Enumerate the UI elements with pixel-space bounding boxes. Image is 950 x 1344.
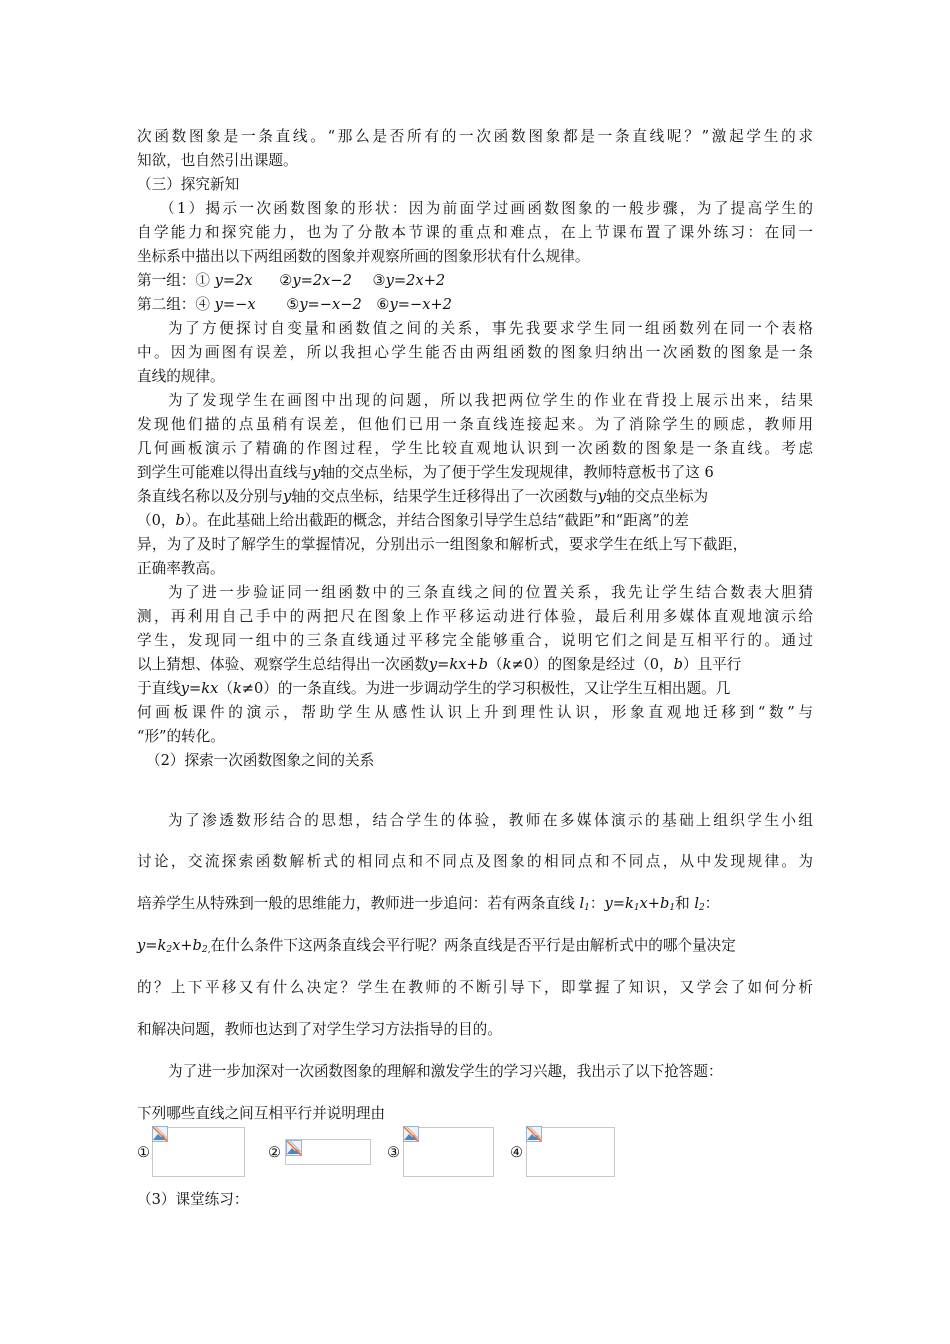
- eq-number: ①: [195, 272, 210, 289]
- text-line: 异，为了及时了解学生的掌握情况，分别出示一组图象和解析式，要求学生在纸上写下截距，: [137, 536, 748, 553]
- subsection-heading: （3）课堂练习：: [137, 1191, 249, 1208]
- group-2-line: [137, 295, 452, 315]
- text-line: 正确率教高。: [137, 560, 225, 577]
- text-line: 培养学生从特殊到一般的思维能力，教师进一步追问：若有两条直线 $l_1$：$y=k_1x+b_1$和 $l_2$：: [137, 895, 720, 913]
- text-line: 讨论，交流探索函数解析式的相同点和不同点及图象的相同点和不同点，从中发现规律。为: [137, 853, 813, 870]
- broken-image-icon: [403, 1126, 419, 1142]
- question-text: 下列哪些直线之间互相平行并说明理由: [137, 1105, 386, 1122]
- section-heading: （三）探究新知: [137, 176, 240, 193]
- choice-number: ③: [387, 1144, 401, 1161]
- text-line: 次函数图象是一条直线。“那么是否所有的一次函数图象都是一条直线呢？”激起学生的求: [137, 128, 813, 145]
- text-line: 学生，发现同一组中的三条直线通过平移完全能够重合，说明它们之间是互相平行的。通过: [137, 632, 813, 649]
- equation: y=2x−2: [292, 272, 352, 289]
- text-line: 以上猜想、体验、观察学生总结得出一次函数y=kx+b（k≠0）的图象是经过（0，b）且平行: [137, 656, 742, 673]
- text-line: 为了进一步验证同一组函数中的三条直线之间的位置关系，我先让学生结合数表大胆猜: [168, 584, 813, 601]
- eq-number: ④: [195, 296, 210, 313]
- text-line: 直线的规律。: [137, 368, 225, 385]
- text-line: 于直线y=kx（k≠0）的一条直线。为进一步调动学生的学习积极性，又让学生互相出题。几: [137, 680, 731, 697]
- eq-number: ⑤: [286, 296, 300, 313]
- choice-number: ②: [268, 1144, 282, 1161]
- text-line: 何画板课件的演示，帮助学生从感性认识上升到理性认识，形象直观地迁移到“数”与: [137, 704, 813, 721]
- choice-number: ①: [137, 1144, 151, 1161]
- text-line: $y=k_2x+b_{2,}$在什么条件下这两条直线会平行呢？两条直线是否平行是由解析式中的哪个量决定: [137, 937, 736, 955]
- text-line: （1）揭示一次函数图象的形状：因为前面学过画函数图象的一般步骤，为了提高学生的: [160, 200, 813, 217]
- eq-number: ③: [372, 272, 386, 289]
- text-line: 自学能力和探究能力，也为了分散本节课的重点和难点，在上节课布置了课外练习：在同一: [137, 224, 813, 241]
- text-line: 的？上下平移又有什么决定？学生在教师的不断引导下，即掌握了知识，又学会了如何分析: [137, 979, 813, 996]
- broken-image-icon: [152, 1126, 168, 1142]
- text-line: 坐标系中描出以下两组函数的图象并观察所画的图象形状有什么规律。: [137, 248, 590, 265]
- broken-image-icon: [526, 1126, 542, 1142]
- group-label: 第二组：: [137, 296, 196, 313]
- equation: y=−x−2: [299, 296, 362, 313]
- eq-number: ②: [279, 272, 293, 289]
- text-line: 几何画板演示了精确的作图过程，学生比较直观地认识到一次函数的图象是一条直线。考虑: [137, 440, 813, 457]
- text-line: 中。因为画图有误差，所以我担心学生能否由两组函数的图象归纳出一次函数的图象是一条: [137, 344, 813, 361]
- text-line: 为了渗透数形结合的思想，结合学生的体验，教师在多媒体演示的基础上组织学生小组: [168, 812, 813, 829]
- group-label: 第一组：: [137, 272, 196, 289]
- choice-number: ④: [510, 1144, 524, 1161]
- text-line: 为了发现学生在画图中出现的问题，所以我把两位学生的作业在背投上展示出来，结果: [168, 392, 813, 409]
- text-line: 发现他们描的点虽稍有误差，但他们已用一条直线连接起来。为了消除学生的顾虑，教师用: [137, 416, 813, 433]
- group-1-line: [137, 271, 445, 291]
- subsection-heading: （2）探索一次函数图象之间的关系: [146, 752, 375, 769]
- eq-number: ⑥: [376, 296, 390, 313]
- text-line: “形”的转化。: [137, 728, 225, 745]
- text-line: 知欲，也自然引出课题。: [137, 152, 298, 169]
- text-line: （0，b）。在此基础上给出截距的概念，并结合图象引导学生总结“截距”和“距离”的差: [137, 512, 689, 529]
- text-line: 条直线名称以及分别与y轴的交点坐标，结果学生迁移得出了一次函数与y轴的交点坐标为: [137, 488, 709, 505]
- broken-image-icon: [286, 1140, 302, 1156]
- text-line: 为了方便探讨自变量和函数值之间的关系，事先我要求学生同一组函数列在同一个表格: [168, 320, 813, 337]
- text-line: 测，再利用自己手中的两把尺在图象上作平移运动进行体验，最后利用多媒体直观地演示给: [137, 608, 813, 625]
- equation: y=2x: [214, 272, 253, 289]
- equation: y=−x: [214, 296, 256, 313]
- equation: y=−x+2: [389, 296, 452, 313]
- text-line: 为了进一步加深对一次函数图象的理解和激发学生的学习兴趣，我出示了以下抢答题：: [168, 1063, 723, 1080]
- text-line: 到学生可能难以得出直线与y轴的交点坐标，为了便于学生发现规律，教师特意板书了这 6: [137, 464, 714, 481]
- equation: y=2x+2: [385, 272, 446, 289]
- text-line: 和解决问题，教师也达到了对学生学习方法指导的目的。: [137, 1021, 502, 1038]
